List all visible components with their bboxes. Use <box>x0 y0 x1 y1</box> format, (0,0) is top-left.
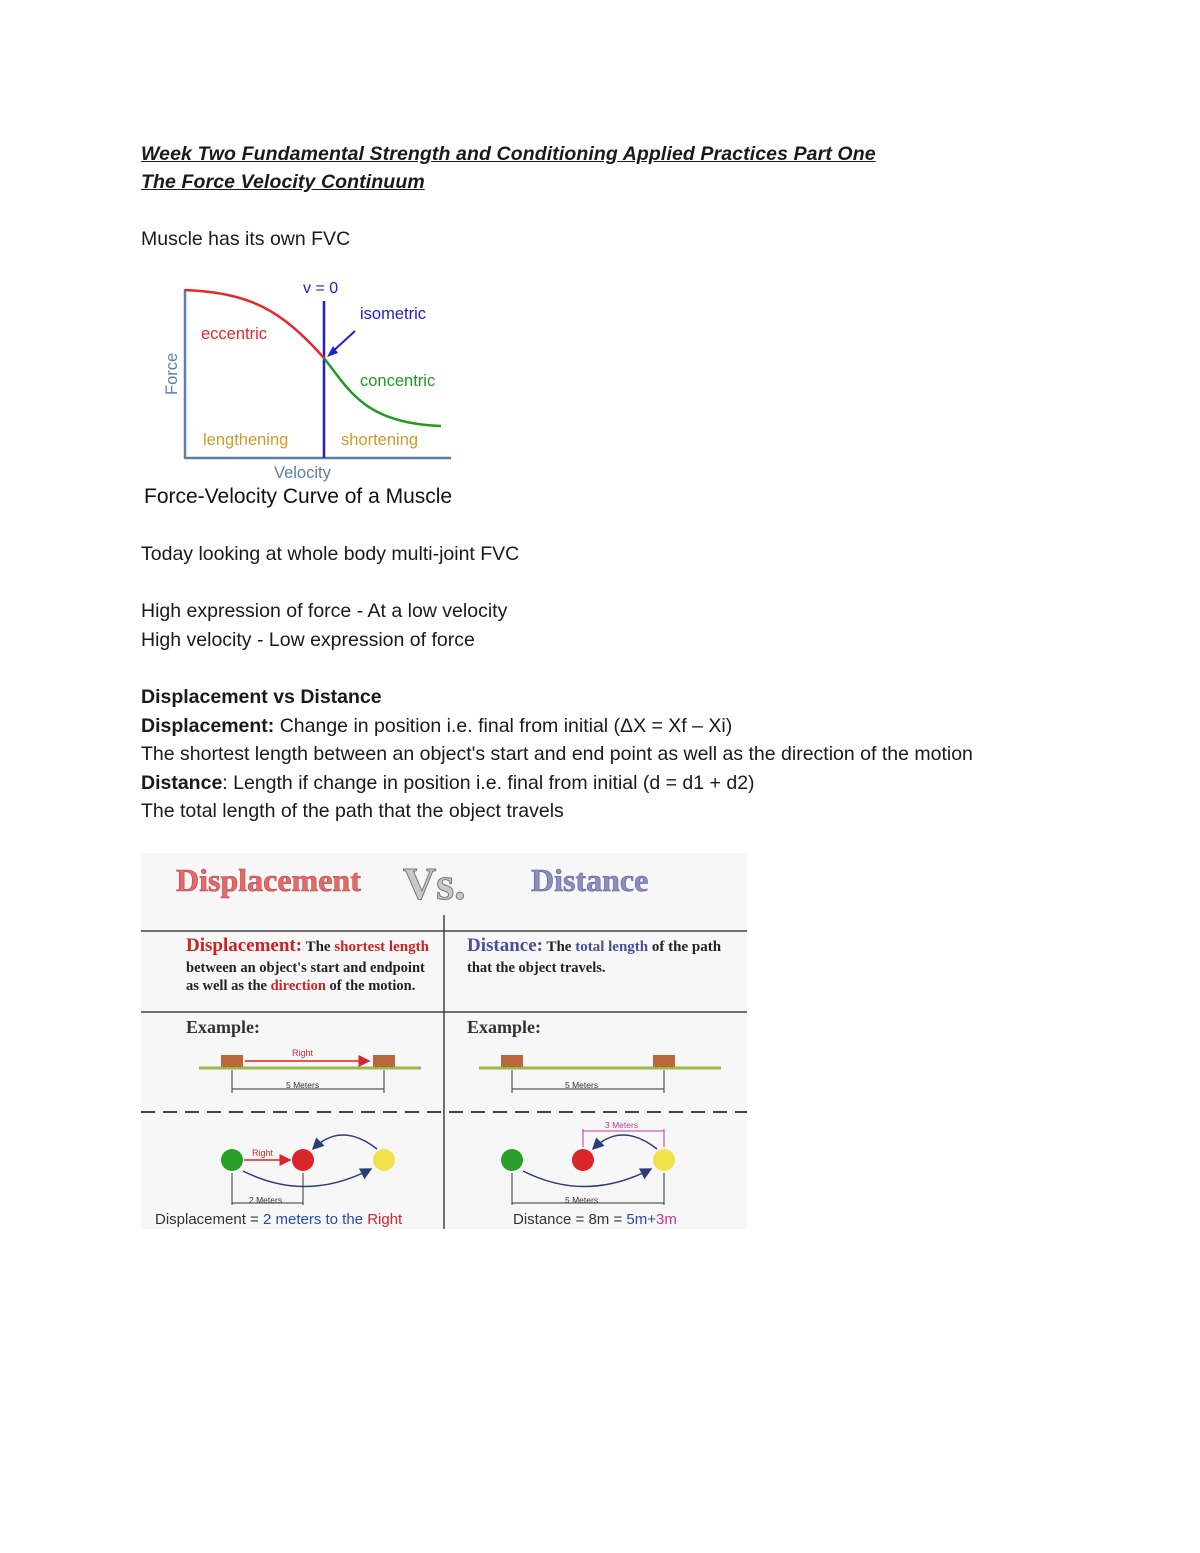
right-three-meters: 3 Meters <box>605 1120 639 1130</box>
banner-displacement: Displacement <box>176 862 361 898</box>
eccentric-label: eccentric <box>201 325 268 343</box>
right-block-end <box>653 1055 675 1067</box>
left-definition-line-2: between an object's start and endpoint <box>186 960 425 976</box>
right-result: Distance = 8m = 5m+3m <box>513 1211 677 1228</box>
v-zero-label: v = 0 <box>303 280 339 297</box>
shortening-label: shortening <box>341 431 419 449</box>
displacement-definition: Displacement: Change in position i.e. final from initial (ΔX = Xf – Xi) <box>141 714 733 737</box>
banner-vs: Vs. <box>403 858 466 909</box>
left-two-meters: 2 Meters <box>249 1195 283 1205</box>
fvc-caption: Force-Velocity Curve of a Muscle <box>144 485 453 508</box>
right-definition-line-2: that the object travels. <box>467 960 606 976</box>
velocity-axis-label: Velocity <box>274 464 331 482</box>
document-title-line-2: The Force Velocity Continuum <box>141 171 425 193</box>
left-red-ball <box>292 1149 314 1171</box>
eccentric-curve <box>185 290 324 358</box>
section-heading-displacement-vs-distance: Displacement vs Distance <box>141 686 382 708</box>
force-velocity-figure <box>141 275 501 515</box>
displacement-description: The shortest length between an object's start and end point as well as the direction of the motion <box>141 743 973 765</box>
left-example-label: Example: <box>186 1017 260 1037</box>
displacement-term: Displacement: <box>141 714 275 737</box>
left-definition-line-3: as well as the direction of the motion. <box>186 978 416 994</box>
left-five-meters: 5 Meters <box>286 1080 320 1090</box>
force-axis-label: Force <box>163 352 181 395</box>
concentric-curve <box>324 358 441 426</box>
right-red-ball <box>572 1149 594 1171</box>
left-result: Displacement = 2 meters to the Right <box>155 1211 403 1228</box>
displacement-vs-distance-figure <box>141 853 747 1229</box>
right-five-meters-bottom: 5 Meters <box>565 1195 599 1205</box>
isometric-label: isometric <box>360 305 427 323</box>
right-yellow-ball <box>653 1149 675 1171</box>
distance-definition: Distance: Length if change in position i.e. final from initial (d = d1 + d2) <box>141 771 755 794</box>
paragraph-whole-body-fvc: Today looking at whole body multi-joint FVC <box>141 542 520 565</box>
banner-distance: Distance <box>531 862 649 898</box>
lengthening-label: lengthening <box>203 431 289 449</box>
left-yellow-ball <box>373 1149 395 1171</box>
concentric-label: concentric <box>360 372 436 390</box>
right-green-ball <box>501 1149 523 1171</box>
distance-description: The total length of the path that the object travels <box>141 800 564 822</box>
left-definition-line-1: Displacement: The shortest length <box>186 935 429 956</box>
left-green-ball <box>221 1149 243 1171</box>
right-definition-line-1: Distance: The total length of the path <box>467 935 722 956</box>
left-block-end <box>373 1055 395 1067</box>
left-balls-right-label: Right <box>252 1148 274 1158</box>
distance-term: Distance <box>141 771 223 794</box>
paragraph-muscle-fvc: Muscle has its own FVC <box>141 228 351 250</box>
paragraph-high-force: High expression of force - At a low velocity <box>141 600 508 622</box>
left-block-start <box>221 1055 243 1067</box>
right-example-label: Example: <box>467 1017 541 1037</box>
document-title-line-1: Week Two Fundamental Strength and Conditioning Applied Practices Part One <box>141 143 876 165</box>
right-block-start <box>501 1055 523 1067</box>
right-five-meters: 5 Meters <box>565 1080 599 1090</box>
left-right-arrow-label: Right <box>292 1048 314 1058</box>
paragraph-high-velocity: High velocity - Low expression of force <box>141 628 475 651</box>
